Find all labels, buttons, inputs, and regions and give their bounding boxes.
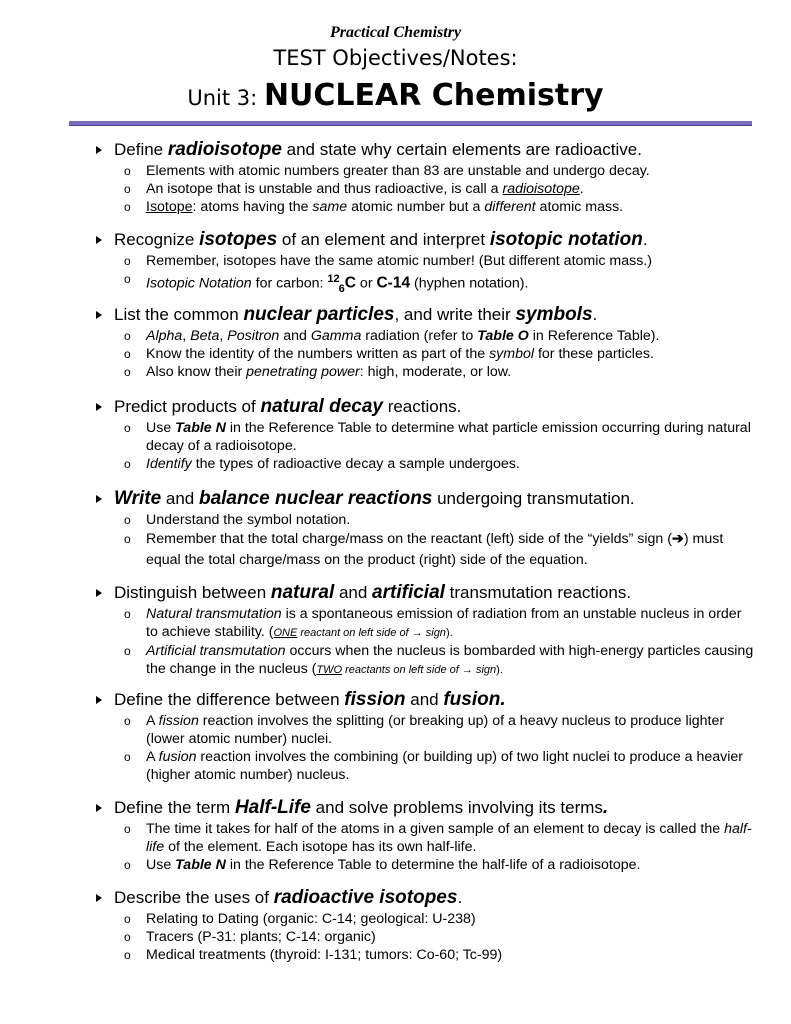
unit-prefix: Unit 3:: [187, 86, 258, 110]
circle-bullet-icon: o: [124, 347, 131, 361]
list-item: o Tracers (P-31: plants; C-14: organic): [124, 929, 376, 945]
objective-heading: Define radioisotope and state why certain elements are radioactive.: [96, 139, 756, 161]
list-item: o Understand the symbol notation.: [124, 512, 351, 528]
circle-bullet-icon: o: [124, 272, 131, 286]
list-item: o The time it takes for half of the atoms in a given sample of an element to decay is called the half-life of the element. Each isotope has its own half-life.: [124, 821, 752, 855]
list-item: o Medical treatments (thyroid: I-131; tumors: Co-60; Tc-99): [124, 947, 503, 963]
circle-bullet-icon: o: [124, 164, 131, 178]
list-item: o An isotope that is unstable and thus radioactive, is call a radioisotope.: [124, 181, 584, 197]
objective-natural-decay: [96, 396, 756, 473]
circle-bullet-icon: o: [124, 948, 131, 962]
list-item: o Remember, isotopes have the same atomic number! (But different atomic mass.): [124, 253, 652, 269]
circle-bullet-icon: o: [124, 254, 131, 268]
objective-heading: Recognize isotopes of an element and interpret isotopic notation.: [96, 229, 756, 251]
triangle-bullet-icon: [96, 589, 102, 597]
circle-bullet-icon: o: [124, 457, 131, 471]
unit-name: NUCLEAR Chemistry: [263, 78, 604, 113]
circle-bullet-icon: o: [124, 532, 131, 546]
circle-bullet-icon: o: [124, 822, 131, 836]
list-item: o Remember that the total charge/mass on the reactant (left) side of the “yields” sign (➔) must equal the total charge/mass on the product (right) side of the equation.: [124, 531, 724, 568]
objective-transmutation: [96, 582, 756, 679]
triangle-bullet-icon: [96, 311, 102, 319]
triangle-bullet-icon: [96, 236, 102, 244]
objective-heading: Write and balance nuclear reactions undergoing transmutation.: [96, 488, 756, 510]
list-item: o Identify the types of radioactive decay a sample undergoes.: [124, 456, 520, 472]
circle-bullet-icon: o: [124, 421, 131, 435]
list-item: o Elements with atomic numbers greater than 83 are unstable and undergo decay.: [124, 163, 650, 179]
yields-arrow-icon: ➔: [671, 531, 684, 547]
objective-nuclear-particles: [96, 304, 756, 381]
list-item: o A fusion reaction involves the combining (or building up) of two light nuclei to produce a heavier (higher atomic number) nucleus.: [124, 749, 744, 783]
triangle-bullet-icon: [96, 804, 102, 812]
list-item: o Use Table N in the Reference Table to determine what particle emission occurring during natural decay of a radioisotope.: [124, 420, 751, 454]
list-item: o A fission reaction involves the splitting (or breaking up) of a heavy nucleus to produce lighter (lower atomic number) nuclei.: [124, 713, 725, 747]
objective-half-life: [96, 797, 756, 874]
circle-bullet-icon: o: [124, 200, 131, 214]
objective-heading: Describe the uses of radioactive isotopes.: [96, 887, 756, 909]
arrow-right-icon: →: [411, 627, 423, 639]
circle-bullet-icon: o: [124, 858, 131, 872]
objective-nuclear-reactions: [96, 488, 756, 571]
list-item: o Also know their penetrating power: high, moderate, or low.: [124, 364, 512, 380]
list-item: o Isotope: atoms having the same atomic number but a different atomic mass.: [124, 199, 624, 215]
objective-heading: Define the difference between fission and fusion.: [96, 689, 756, 711]
list-item: o Relating to Dating (organic: C-14; geological: U-238): [124, 911, 476, 927]
objective-heading: List the common nuclear particles, and write their symbols.: [96, 304, 756, 326]
circle-bullet-icon: o: [124, 513, 131, 527]
circle-bullet-icon: o: [124, 714, 131, 728]
triangle-bullet-icon: [96, 495, 102, 503]
circle-bullet-icon: o: [124, 750, 131, 764]
list-item: o Natural transmutation is a spontaneous emission of radiation from an unstable nucleus in order to achieve stability. (ONE reactant on left side of → sign).: [124, 606, 742, 640]
objective-heading: Predict products of natural decay reactions.: [96, 396, 756, 418]
triangle-bullet-icon: [96, 403, 102, 411]
unit-title: [0, 78, 791, 113]
course-title: Practical Chemistry: [329, 24, 462, 41]
list-item: o Alpha, Beta, Positron and Gamma radiation (refer to Table O in Reference Table).: [124, 328, 660, 344]
objective-heading: Define the term Half-Life and solve problems involving its terms.: [96, 797, 756, 819]
circle-bullet-icon: o: [124, 912, 131, 926]
page-title: TEST Objectives/Notes:: [273, 46, 518, 70]
triangle-bullet-icon: [96, 696, 102, 704]
list-item: o Artificial transmutation occurs when the nucleus is bombarded with high-energy particles causing the change in the nucleus (TWO reactants on left side of → sign).: [124, 643, 754, 677]
circle-bullet-icon: o: [124, 182, 131, 196]
list-item: o Use Table N in the Reference Table to determine the half-life of a radioisotope.: [124, 857, 641, 873]
objective-isotopes: [96, 229, 756, 298]
circle-bullet-icon: o: [124, 644, 131, 658]
objective-radioisotope: [96, 139, 756, 216]
list-item: o Know the identity of the numbers written as part of the symbol for these particles.: [124, 346, 654, 362]
objective-heading: Distinguish between natural and artificial transmutation reactions.: [96, 582, 756, 604]
circle-bullet-icon: o: [124, 329, 131, 343]
objective-fission-fusion: [96, 689, 756, 784]
circle-bullet-icon: o: [124, 607, 131, 621]
arrow-right-icon: →: [461, 664, 473, 676]
triangle-bullet-icon: [96, 894, 102, 902]
circle-bullet-icon: o: [124, 365, 131, 379]
title-divider: [69, 121, 752, 126]
list-item: o Isotopic Notation for carbon: $^{12}_6$C or C-14 (hyphen notation).: [124, 272, 529, 295]
triangle-bullet-icon: [96, 146, 102, 154]
circle-bullet-icon: o: [124, 930, 131, 944]
objective-radioactive-isotopes: [96, 887, 756, 964]
